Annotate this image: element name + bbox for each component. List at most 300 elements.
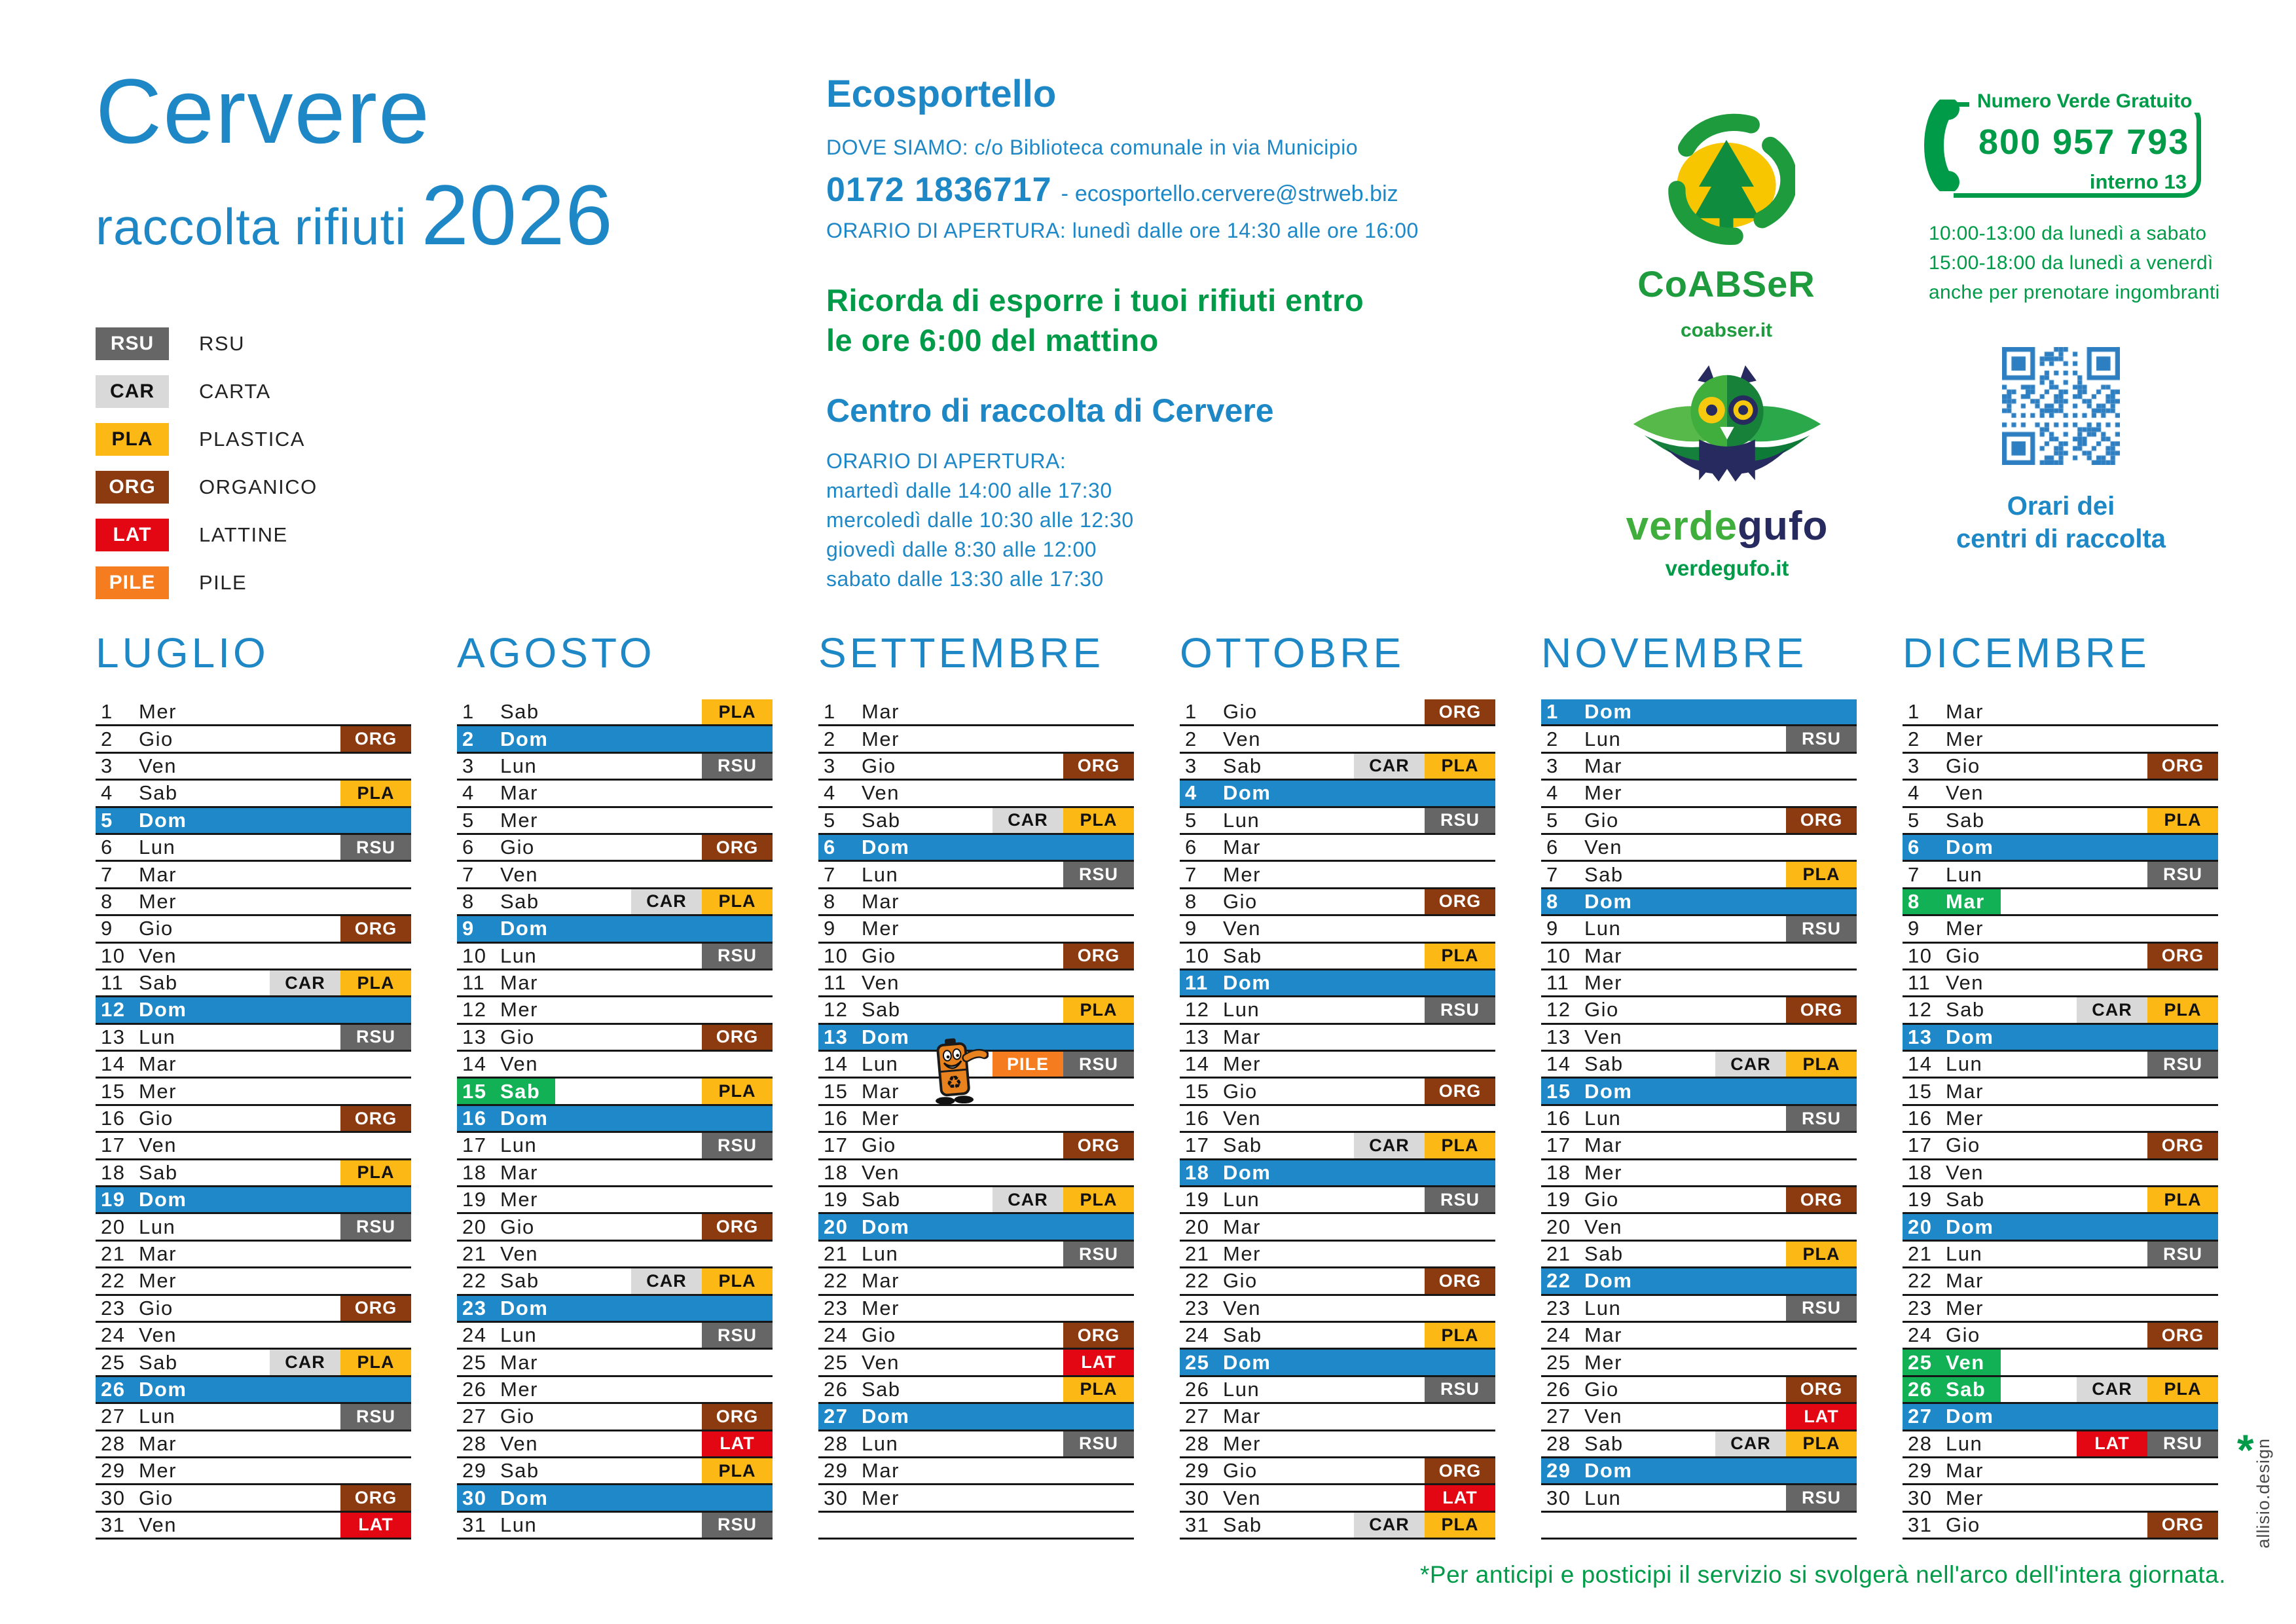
calendar-day-row — [457, 1187, 773, 1214]
day-left-box — [1903, 1079, 2001, 1103]
day-left-box — [1541, 997, 1639, 1022]
day-left-box — [1541, 862, 1639, 887]
day-left-box — [457, 1431, 555, 1456]
day-number: 1 — [824, 700, 836, 724]
day-left-box — [1180, 1242, 1278, 1266]
day-of-week: Mer — [1946, 917, 1984, 940]
numero-verde-number[interactable]: 800 957 793 — [1978, 122, 2190, 162]
calendar-day-row — [96, 1458, 411, 1485]
calendar-day-row — [1180, 1377, 1495, 1404]
day-left-box — [96, 1431, 194, 1456]
waste-legend — [96, 327, 318, 614]
day-number: 18 — [1546, 1160, 1571, 1184]
calendar-day-row — [1541, 1242, 1857, 1268]
calendar-day-row — [1903, 1458, 2218, 1485]
day-number: 10 — [101, 944, 126, 967]
day-number: 24 — [462, 1323, 487, 1347]
calendar-day-row — [96, 1268, 411, 1295]
day-badges — [1786, 1404, 1857, 1429]
day-number: 2 — [462, 727, 475, 750]
day-badges — [1715, 1431, 1857, 1456]
day-number: 10 — [462, 944, 487, 967]
calendar-day-row — [1903, 916, 2218, 943]
calendar-day-row — [457, 1513, 773, 1540]
day-number: 9 — [1908, 917, 1920, 940]
day-number: 11 — [1546, 971, 1570, 995]
day-badges — [2147, 1323, 2218, 1348]
calendar-day-row — [457, 1025, 773, 1052]
calendar-day-row — [96, 1404, 411, 1431]
day-number: 30 — [1185, 1486, 1210, 1509]
day-left-box — [818, 835, 917, 860]
day-number: 28 — [101, 1431, 126, 1455]
day-left-box — [1541, 1052, 1639, 1077]
calendar-day-row — [96, 1106, 411, 1133]
day-number: 21 — [824, 1242, 848, 1265]
waste-badge-org: ORG — [340, 1296, 411, 1321]
day-badges — [1425, 699, 1495, 724]
day-of-week: Gio — [139, 917, 173, 940]
day-of-week: Gio — [1584, 808, 1619, 832]
numero-verde-extension: interno 13 — [2089, 170, 2187, 193]
day-badges — [1425, 1323, 1495, 1348]
day-number: 28 — [824, 1431, 848, 1455]
day-badges — [702, 1214, 773, 1239]
day-of-week: Sab — [862, 808, 901, 832]
numero-verde-hours-line: 10:00-13:00 da lunedì a sabato — [1929, 223, 2207, 244]
day-left-box — [1541, 916, 1639, 941]
day-number: 2 — [1185, 727, 1197, 750]
day-badges — [1354, 754, 1495, 779]
day-number: 9 — [1185, 917, 1197, 940]
waste-badge-pla: PLA — [702, 699, 773, 724]
waste-badge-org: ORG — [1786, 1187, 1857, 1212]
waste-badge-rsu: RSU — [702, 754, 773, 779]
day-left-box — [457, 1106, 555, 1131]
legend-badge-car: CAR — [96, 375, 169, 408]
day-of-week: Mer — [862, 917, 900, 940]
waste-badge-rsu: RSU — [1063, 1242, 1134, 1266]
calendar-day-row — [457, 1404, 773, 1431]
waste-badge-car: CAR — [2077, 1377, 2147, 1402]
calendar-day-row — [1180, 1458, 1495, 1485]
day-number: 8 — [101, 889, 113, 913]
day-left-box — [1903, 1458, 2001, 1483]
ecosportello-email[interactable]: ecosportello.cervere@strweb.biz — [1074, 181, 1398, 206]
calendar-day-row — [96, 997, 411, 1024]
day-number: 13 — [1908, 1025, 1933, 1048]
qr-caption-line-1: Orari dei — [2007, 492, 2115, 521]
calendar-day-row — [1180, 1350, 1495, 1376]
calendar-day-row — [96, 1296, 411, 1323]
day-badges — [702, 1513, 773, 1538]
calendar-day-row — [96, 970, 411, 997]
day-of-week: Lun — [1584, 1107, 1622, 1130]
calendar-day-row — [1180, 726, 1495, 753]
day-of-week: Ven — [1946, 971, 1984, 995]
verdegufo-website-link[interactable]: verdegufo.it — [1665, 556, 1789, 580]
day-of-week: Ven — [1584, 836, 1622, 859]
day-left-box — [818, 1079, 917, 1103]
month-column-luglio — [96, 629, 411, 1540]
day-of-week: Gio — [139, 727, 173, 750]
day-number: 29 — [824, 1459, 848, 1483]
day-of-week: Mar — [862, 1459, 900, 1483]
calendar-day-row — [1903, 1214, 2218, 1241]
day-badges — [702, 944, 773, 969]
day-of-week: Mar — [1223, 1215, 1261, 1238]
day-badges — [702, 1079, 773, 1103]
day-of-week: Gio — [862, 944, 896, 967]
day-of-week: Gio — [1584, 1188, 1619, 1211]
day-number: 13 — [1185, 1025, 1210, 1048]
waste-badge-pla: PLA — [702, 889, 773, 914]
calendar-day-row — [1541, 997, 1857, 1024]
day-number: 3 — [1546, 754, 1559, 777]
calendar-day-row — [457, 1350, 773, 1376]
coabser-website-link[interactable]: coabser.it — [1680, 320, 1773, 341]
day-number: 23 — [1546, 1296, 1571, 1320]
day-left-box — [96, 889, 194, 914]
calendar-day-row — [1541, 1079, 1857, 1105]
day-number: 20 — [1908, 1215, 1933, 1238]
waste-badge-pla: PLA — [2147, 808, 2218, 833]
day-number: 20 — [101, 1215, 126, 1238]
day-badges — [993, 1187, 1134, 1212]
calendar-day-row — [96, 699, 411, 726]
day-left-box — [1180, 781, 1278, 805]
day-number: 14 — [1546, 1052, 1571, 1076]
calendar-day-row — [457, 699, 773, 726]
waste-badge-rsu: RSU — [1425, 997, 1495, 1022]
day-number: 9 — [824, 917, 836, 940]
day-number: 26 — [824, 1377, 848, 1401]
day-left-box — [1180, 944, 1278, 969]
day-of-week: Ven — [1584, 1025, 1622, 1048]
day-number: 5 — [1908, 808, 1920, 832]
day-left-box — [457, 754, 555, 779]
day-of-week: Mer — [500, 808, 538, 832]
day-left-box — [1541, 1242, 1639, 1266]
day-number: 5 — [1546, 808, 1559, 832]
day-number: 22 — [1546, 1269, 1571, 1293]
day-of-week: Mar — [862, 889, 900, 913]
day-of-week: Gio — [1223, 700, 1258, 724]
day-of-week: Sab — [862, 1188, 901, 1211]
day-of-week: Mar — [862, 1079, 900, 1103]
day-of-week: Mer — [1223, 862, 1261, 886]
day-badges — [340, 1160, 411, 1185]
svg-text:♻: ♻ — [945, 1071, 963, 1094]
calendar-day-row — [1180, 997, 1495, 1024]
day-number: 4 — [1185, 781, 1197, 805]
day-badges — [340, 916, 411, 941]
waste-badge-org: ORG — [340, 1106, 411, 1131]
month-title: LUGLIO — [96, 629, 269, 676]
day-number: 7 — [824, 862, 836, 886]
day-number: 10 — [1546, 944, 1571, 967]
day-of-week: Lun — [1946, 1052, 1983, 1076]
day-badges — [631, 889, 773, 914]
day-number: 17 — [462, 1134, 487, 1157]
day-of-week: Mer — [139, 700, 177, 724]
designer-credit: allisio.design — [2253, 1438, 2273, 1549]
day-number: 21 — [1185, 1242, 1210, 1265]
day-of-week: Mer — [862, 727, 900, 750]
calendar-day-row — [1180, 970, 1495, 997]
day-number: 11 — [1185, 971, 1209, 995]
calendar-day-row — [1903, 1513, 2218, 1540]
month-title: SETTEMBRE — [818, 629, 1104, 676]
numero-verde-box — [1923, 90, 2201, 198]
waste-badge-pla: PLA — [1425, 1323, 1495, 1348]
verdegufo-block — [1603, 357, 1851, 581]
day-of-week: Lun — [139, 1405, 176, 1428]
day-number: 10 — [1908, 944, 1933, 967]
day-number: 22 — [824, 1269, 848, 1293]
day-number: 19 — [462, 1188, 487, 1211]
day-of-week: Lun — [139, 836, 176, 859]
day-number: 23 — [1185, 1296, 1210, 1320]
day-left-box — [1903, 1404, 2001, 1429]
calendar-day-row — [1903, 754, 2218, 781]
waste-badge-org: ORG — [1063, 944, 1134, 969]
day-of-week: Lun — [1946, 862, 1983, 886]
calendar-day-row — [1541, 889, 1857, 916]
calendar-day-row — [96, 944, 411, 970]
verdegufo-name-gufo: gufo — [1738, 504, 1829, 549]
day-of-week: Mer — [139, 1269, 177, 1293]
day-number: 12 — [462, 998, 487, 1022]
day-number: 29 — [1185, 1459, 1210, 1483]
day-badges — [2147, 1513, 2218, 1538]
day-number: 18 — [824, 1160, 848, 1184]
waste-badge-pla: PLA — [340, 781, 411, 805]
day-badges — [2077, 1431, 2218, 1456]
day-badges — [993, 1052, 1134, 1077]
qr-code — [2002, 347, 2120, 465]
day-left-box — [1903, 1052, 2001, 1077]
day-number: 15 — [1908, 1079, 1933, 1103]
day-badges — [702, 1404, 773, 1429]
day-number: 7 — [1908, 862, 1920, 886]
day-left-box — [1180, 1106, 1278, 1131]
calendar-day-row — [1180, 1268, 1495, 1295]
day-left-box — [457, 1296, 555, 1321]
centro-hours-line: martedì dalle 14:00 alle 17:30 — [826, 479, 1112, 502]
calendar-day-row — [457, 862, 773, 889]
day-of-week: Sab — [1946, 808, 1985, 832]
numero-verde-hours — [1929, 219, 2220, 307]
day-left-box — [457, 1404, 555, 1429]
calendar-day-row — [96, 1187, 411, 1214]
day-left-box — [96, 1133, 194, 1158]
day-left-box — [1903, 1025, 2001, 1050]
day-badges — [1786, 808, 1857, 833]
calendar-day-row — [1180, 1160, 1495, 1187]
waste-badge-rsu: RSU — [1786, 916, 1857, 941]
day-of-week: Ven — [862, 1160, 900, 1184]
day-number: 8 — [1185, 889, 1197, 913]
day-of-week: Dom — [862, 836, 910, 859]
day-number: 28 — [462, 1431, 487, 1455]
waste-badge-rsu: RSU — [340, 1404, 411, 1429]
day-number: 14 — [101, 1052, 126, 1076]
day-left-box — [1180, 726, 1278, 751]
calendar-day-row — [1541, 862, 1857, 889]
waste-badge-car: CAR — [270, 1350, 340, 1375]
day-number: 24 — [1546, 1323, 1571, 1347]
day-left-box — [818, 699, 917, 724]
reminder-line-1: Ricorda di esporre i tuoi rifiuti entro — [826, 283, 1364, 318]
day-number: 15 — [101, 1079, 126, 1103]
waste-badge-org: ORG — [1786, 997, 1857, 1022]
day-of-week: Sab — [500, 1459, 539, 1483]
day-number: 22 — [1908, 1269, 1933, 1293]
day-left-box — [1180, 808, 1278, 833]
day-badges — [340, 1025, 411, 1050]
waste-badge-org: ORG — [340, 916, 411, 941]
day-badges — [340, 1296, 411, 1321]
waste-badge-pla: PLA — [702, 1268, 773, 1293]
waste-badge-car: CAR — [1354, 1133, 1425, 1158]
day-left-box — [818, 1431, 917, 1456]
day-of-week: Sab — [862, 998, 901, 1022]
waste-badge-org: ORG — [1425, 889, 1495, 914]
calendar-day-row — [457, 781, 773, 807]
day-number: 12 — [1546, 998, 1571, 1022]
waste-badge-org: ORG — [2147, 1323, 2218, 1348]
day-of-week: Ven — [1223, 1107, 1261, 1130]
day-of-week: Lun — [1223, 808, 1260, 832]
calendar-day-row — [1541, 1296, 1857, 1323]
calendar-day-row — [1903, 1242, 2218, 1268]
legend-label-pile: PILE — [199, 571, 247, 594]
day-of-week: Lun — [500, 1513, 538, 1536]
day-left-box — [96, 1106, 194, 1131]
calendar-grid — [96, 629, 2255, 1540]
calendar-day-row — [1903, 1404, 2218, 1431]
day-of-week: Sab — [139, 781, 178, 805]
calendar-day-row — [96, 862, 411, 889]
day-of-week: Mer — [1223, 1052, 1261, 1076]
day-number: 23 — [101, 1296, 126, 1320]
calendar-day-row — [818, 726, 1134, 753]
day-left-box — [818, 1377, 917, 1402]
calendar-day-row — [1903, 862, 2218, 889]
day-left-box — [1180, 1404, 1278, 1429]
calendar-day-row — [1903, 1323, 2218, 1350]
calendar-day-row — [1541, 970, 1857, 997]
calendar-day-row — [1541, 726, 1857, 753]
waste-badge-pla: PLA — [1786, 1242, 1857, 1266]
day-left-box — [96, 1296, 194, 1321]
day-of-week: Dom — [500, 727, 549, 750]
day-badges — [2147, 808, 2218, 833]
day-left-box — [818, 1242, 917, 1266]
day-left-box — [96, 1268, 194, 1293]
day-badges — [702, 754, 773, 779]
day-of-week: Dom — [139, 998, 187, 1022]
day-left-box — [457, 1377, 555, 1402]
day-number: 23 — [824, 1296, 848, 1320]
day-of-week: Mar — [1584, 1134, 1622, 1157]
waste-badge-car: CAR — [2077, 997, 2147, 1022]
day-number: 25 — [1908, 1350, 1933, 1374]
day-of-week: Sab — [1946, 1188, 1985, 1211]
day-left-box — [1903, 1513, 2001, 1538]
day-left-box — [457, 1052, 555, 1077]
day-of-week: Sab — [1584, 1242, 1624, 1265]
day-of-week: Mar — [139, 862, 177, 886]
waste-badge-rsu: RSU — [340, 1214, 411, 1239]
day-of-week: Ven — [862, 1350, 900, 1374]
day-of-week: Ven — [1223, 727, 1261, 750]
calendar-day-row — [1903, 1268, 2218, 1295]
day-of-week: Mar — [139, 1431, 177, 1455]
day-number: 1 — [1908, 700, 1920, 724]
day-left-box — [1903, 916, 2001, 941]
day-left-box — [1903, 781, 2001, 805]
day-of-week: Gio — [1223, 1459, 1258, 1483]
day-of-week: Gio — [1223, 889, 1258, 913]
empty-day-slot — [818, 1513, 1134, 1540]
day-badges — [270, 970, 411, 995]
ecosportello-phone[interactable]: 0172 1836717 — [826, 171, 1052, 209]
calendar-day-row — [96, 1513, 411, 1540]
day-number: 7 — [1185, 862, 1197, 886]
legend-badge-pla: PLA — [96, 423, 169, 456]
day-left-box — [818, 1268, 917, 1293]
day-left-box — [818, 1323, 917, 1348]
day-left-box — [457, 699, 555, 724]
legend-badge-lat: LAT — [96, 519, 169, 551]
footer-note: *Per anticipi e posticipi il servizio si svolgerà nell'arco dell'intera giornata. — [1420, 1561, 2226, 1588]
day-of-week: Ven — [139, 1323, 177, 1347]
ecosportello-block — [826, 72, 1546, 248]
day-left-box — [1903, 1242, 2001, 1266]
day-of-week: Mar — [1946, 1079, 1984, 1103]
day-of-week: Mar — [139, 1242, 177, 1265]
day-badges — [340, 1513, 411, 1538]
day-number: 24 — [1908, 1323, 1933, 1347]
day-number: 14 — [824, 1052, 848, 1076]
day-number: 31 — [101, 1513, 126, 1536]
day-number: 31 — [1908, 1513, 1933, 1536]
day-number: 25 — [101, 1350, 126, 1374]
day-left-box — [1541, 889, 1639, 914]
day-number: 7 — [1546, 862, 1559, 886]
calendar-day-row — [96, 835, 411, 862]
day-number: 1 — [462, 700, 475, 724]
day-number: 15 — [824, 1079, 848, 1103]
calendar-day-row — [818, 862, 1134, 889]
day-number: 18 — [101, 1160, 126, 1184]
day-left-box — [96, 944, 194, 969]
day-of-week: Gio — [139, 1486, 173, 1509]
calendar-day-row — [457, 1377, 773, 1404]
waste-badge-car: CAR — [1715, 1052, 1786, 1077]
day-number: 1 — [101, 700, 113, 724]
day-of-week: Mar — [500, 781, 538, 805]
coabser-recycle-logo-icon — [1658, 247, 1795, 258]
day-left-box — [1541, 1214, 1639, 1239]
day-number: 20 — [1546, 1215, 1571, 1238]
waste-badge-rsu: RSU — [702, 1323, 773, 1348]
calendar-day-row — [96, 1160, 411, 1187]
month-column-novembre — [1541, 629, 1857, 1540]
numero-verde-hours-line: 15:00-18:00 da lunedì a venerdì — [1929, 252, 2214, 274]
